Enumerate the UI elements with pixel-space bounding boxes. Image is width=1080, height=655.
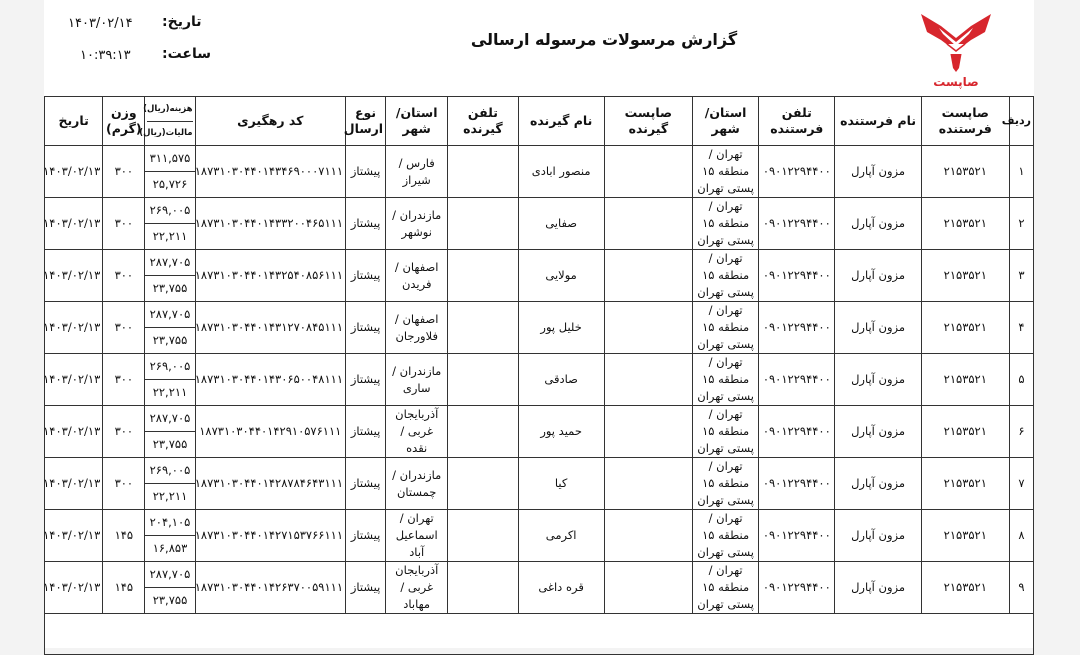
cell-sender-phone: ۰۹۰۱۲۲۹۴۴۰۰ xyxy=(759,302,835,354)
time-value: ۱۰:۳۹:۱۳ xyxy=(80,48,131,63)
cell-ship-date: ۱۴۰۳/۰۲/۱۳ xyxy=(45,250,103,302)
cell-sapost-sender: ۲۱۵۳۵۲۱ xyxy=(921,458,1009,510)
table-row xyxy=(45,302,1034,354)
cell-send-type: پیشتاز xyxy=(346,146,386,198)
cell-receiver-phone xyxy=(448,458,518,510)
cell-sapost-receiver xyxy=(604,250,692,302)
cell-send-type: پیشتاز xyxy=(346,354,386,406)
time-label: ساعت: xyxy=(162,46,212,62)
cell-sapost-sender: ۲۱۵۳۵۲۱ xyxy=(921,510,1009,562)
col-weight: وزن (گرم) xyxy=(103,97,145,146)
cell-receiver-name: صادقی xyxy=(518,354,604,406)
col-tracking: کد رهگیری xyxy=(195,97,345,146)
cell-cost: ۲۶۹,۰۰۵ xyxy=(145,354,194,380)
cell-receiver-province: اصفهان / فریدن xyxy=(386,250,448,302)
cell-sender-name: مزون آپارل xyxy=(835,510,921,562)
cell-sender-phone: ۰۹۰۱۲۲۹۴۴۰۰ xyxy=(759,562,835,614)
cell-cost-tax xyxy=(145,198,195,250)
cell-sapost-receiver xyxy=(604,406,692,458)
cell-tracking-code: ۱۸۷۳۱۰۳۰۴۴۰۱۴۲۸۷۸۴۶۴۳۱۱۱ xyxy=(195,458,345,510)
cell-weight: ۳۰۰ xyxy=(103,250,145,302)
cell-ship-date: ۱۴۰۳/۰۲/۱۳ xyxy=(45,510,103,562)
cell-sapost-sender: ۲۱۵۳۵۲۱ xyxy=(921,406,1009,458)
table-header-row xyxy=(45,97,1034,146)
cell-sapost-sender: ۲۱۵۳۵۲۱ xyxy=(921,562,1009,614)
cell-tracking-code: ۱۸۷۳۱۰۳۰۴۴۰۱۴۲۷۱۵۳۷۶۶۱۱۱ xyxy=(195,510,345,562)
cell-cost: ۲۸۷,۷۰۵ xyxy=(145,562,194,588)
cell-sender-phone: ۰۹۰۱۲۲۹۴۴۰۰ xyxy=(759,354,835,406)
table-row xyxy=(45,562,1034,614)
cell-sapost-sender: ۲۱۵۳۵۲۱ xyxy=(921,146,1009,198)
cell-send-type: پیشتاز xyxy=(346,198,386,250)
cell-sapost-receiver xyxy=(604,458,692,510)
cell-sapost-receiver xyxy=(604,562,692,614)
cell-row-number: ۶ xyxy=(1009,406,1033,458)
cell-sender-province: تهران / منطقه ۱۵ پستی تهران xyxy=(693,198,759,250)
table-row xyxy=(45,458,1034,510)
footer-box xyxy=(44,614,1034,655)
cell-sender-phone: ۰۹۰۱۲۲۹۴۴۰۰ xyxy=(759,406,835,458)
cell-cost-tax xyxy=(145,354,195,406)
cell-row-number: ۳ xyxy=(1009,250,1033,302)
cell-tax: ۲۳,۷۵۵ xyxy=(152,281,188,295)
col-sender-name: نام فرستنده xyxy=(835,97,921,146)
cell-tax: ۱۶,۸۵۳ xyxy=(152,541,188,555)
cell-sapost-receiver xyxy=(604,146,692,198)
cell-weight: ۳۰۰ xyxy=(103,146,145,198)
cell-receiver-phone xyxy=(448,250,518,302)
cell-tax: ۲۲,۲۱۱ xyxy=(152,229,188,243)
cell-weight: ۳۰۰ xyxy=(103,406,145,458)
col-row: ردیف xyxy=(1009,97,1033,146)
cell-ship-date: ۱۴۰۳/۰۲/۱۳ xyxy=(45,198,103,250)
page-title: گزارش مرسولات مرسوله ارسالی xyxy=(470,30,738,49)
date-value: ۱۴۰۳/۰۲/۱۴ xyxy=(68,16,133,31)
cell-ship-date: ۱۴۰۳/۰۲/۱۳ xyxy=(45,458,103,510)
svg-text:صاپست: صاپست xyxy=(933,75,979,89)
cell-receiver-phone xyxy=(448,406,518,458)
cell-sender-name: مزون آپارل xyxy=(835,458,921,510)
cell-tracking-code: ۱۸۷۳۱۰۳۰۴۴۰۱۴۳۱۲۷۰۸۴۵۱۱۱ xyxy=(195,302,345,354)
cell-sender-province: تهران / منطقه ۱۵ پستی تهران xyxy=(693,458,759,510)
cell-weight: ۳۰۰ xyxy=(103,354,145,406)
cell-tax: ۲۳,۷۵۵ xyxy=(152,333,188,347)
col-sapost-sender: صاپست فرستنده xyxy=(921,97,1009,146)
cell-receiver-name: صفایی xyxy=(518,198,604,250)
cell-row-number: ۱ xyxy=(1009,146,1033,198)
cell-sender-province: تهران / منطقه ۱۵ پستی تهران xyxy=(693,146,759,198)
cell-send-type: پیشتاز xyxy=(346,458,386,510)
cell-sender-province: تهران / منطقه ۱۵ پستی تهران xyxy=(693,354,759,406)
col-receiver-phone: تلفن گیرنده xyxy=(448,97,518,146)
cell-receiver-province: اصفهان / فلاورجان xyxy=(386,302,448,354)
cell-tracking-code: ۱۸۷۳۱۰۳۰۴۴۰۱۴۳۲۵۴۰۸۵۶۱۱۱ xyxy=(195,250,345,302)
cell-receiver-province: آذربایجان غربی / مهاباد xyxy=(386,562,448,614)
cell-cost: ۲۶۹,۰۰۵ xyxy=(145,198,194,224)
table-row xyxy=(45,250,1034,302)
cell-cost-tax xyxy=(145,146,195,198)
cell-receiver-province: مازندران / نوشهر xyxy=(386,198,448,250)
cell-tracking-code: ۱۸۷۳۱۰۳۰۴۴۰۱۴۳۰۶۵۰۰۴۸۱۱۱ xyxy=(195,354,345,406)
cell-sapost-receiver xyxy=(604,510,692,562)
cell-receiver-province: فارس / شیراز xyxy=(386,146,448,198)
cell-receiver-name: منصور ابادی xyxy=(518,146,604,198)
cell-sapost-sender: ۲۱۵۳۵۲۱ xyxy=(921,302,1009,354)
cell-sapost-receiver xyxy=(604,198,692,250)
cell-row-number: ۴ xyxy=(1009,302,1033,354)
cell-receiver-province: مازندران / ساری xyxy=(386,354,448,406)
cell-sender-phone: ۰۹۰۱۲۲۹۴۴۰۰ xyxy=(759,458,835,510)
cell-row-number: ۹ xyxy=(1009,562,1033,614)
cell-sapost-sender: ۲۱۵۳۵۲۱ xyxy=(921,250,1009,302)
cell-receiver-phone xyxy=(448,302,518,354)
cell-sender-phone: ۰۹۰۱۲۲۹۴۴۰۰ xyxy=(759,198,835,250)
cell-ship-date: ۱۴۰۳/۰۲/۱۳ xyxy=(45,562,103,614)
cell-row-number: ۵ xyxy=(1009,354,1033,406)
cell-ship-date: ۱۴۰۳/۰۲/۱۳ xyxy=(45,146,103,198)
table-row xyxy=(45,354,1034,406)
cell-row-number: ۲ xyxy=(1009,198,1033,250)
cell-cost: ۲۰۴,۱۰۵ xyxy=(145,510,194,536)
table-row xyxy=(45,406,1034,458)
table-row xyxy=(45,510,1034,562)
col-cost-tax xyxy=(139,97,195,146)
col-sender-phone: تلفن فرستنده xyxy=(759,97,835,146)
cell-receiver-province: تهران / اسماعیل آباد xyxy=(386,510,448,562)
cell-receiver-name: اکرمی xyxy=(518,510,604,562)
cell-row-number: ۸ xyxy=(1009,510,1033,562)
date-label: تاریخ: xyxy=(162,14,202,30)
cell-sender-province: تهران / منطقه ۱۵ پستی تهران xyxy=(693,250,759,302)
cell-receiver-name: قره داغی xyxy=(518,562,604,614)
report-page xyxy=(44,0,1034,648)
cell-tax: ۲۳,۷۵۵ xyxy=(152,593,188,607)
cell-send-type: پیشتاز xyxy=(346,250,386,302)
cell-sender-province: تهران / منطقه ۱۵ پستی تهران xyxy=(693,562,759,614)
cell-receiver-province: مازندران / چمستان xyxy=(386,458,448,510)
col-receiver-province: استان/ شهر xyxy=(386,97,448,146)
cell-cost: ۳۱۱,۵۷۵ xyxy=(145,146,194,172)
cell-sender-province: تهران / منطقه ۱۵ پستی تهران xyxy=(693,302,759,354)
cell-cost-tax xyxy=(145,302,195,354)
cell-sapost-receiver xyxy=(604,354,692,406)
cell-weight: ۱۴۵ xyxy=(103,562,145,614)
cell-send-type: پیشتاز xyxy=(346,510,386,562)
cell-sender-phone: ۰۹۰۱۲۲۹۴۴۰۰ xyxy=(759,146,835,198)
cell-sender-name: مزون آپارل xyxy=(835,146,921,198)
cell-tax: ۲۳,۷۵۵ xyxy=(152,437,188,451)
cell-send-type: پیشتاز xyxy=(346,302,386,354)
col-tax: مالیات(ریال) xyxy=(139,127,193,138)
cell-receiver-phone xyxy=(448,354,518,406)
cell-receiver-phone xyxy=(448,146,518,198)
cell-sender-name: مزون آپارل xyxy=(835,354,921,406)
cell-tracking-code: ۱۸۷۳۱۰۳۰۴۴۰۱۴۳۳۲۰۰۴۶۵۱۱۱ xyxy=(195,198,345,250)
col-sender-province: استان/ شهر xyxy=(693,97,759,146)
cell-weight: ۱۴۵ xyxy=(103,510,145,562)
cell-receiver-name: کیا xyxy=(518,458,604,510)
cell-sender-name: مزون آپارل xyxy=(835,562,921,614)
cell-tax: ۲۵,۷۲۶ xyxy=(152,177,188,191)
cell-sender-name: مزون آپارل xyxy=(835,250,921,302)
cell-send-type: پیشتاز xyxy=(346,406,386,458)
col-date: تاریخ xyxy=(45,97,103,146)
cell-ship-date: ۱۴۰۳/۰۲/۱۳ xyxy=(45,354,103,406)
cell-cost-tax xyxy=(145,406,195,458)
cell-cost: ۲۶۹,۰۰۵ xyxy=(145,458,194,484)
col-send-type: نوع ارسال xyxy=(346,97,386,146)
cell-receiver-phone xyxy=(448,510,518,562)
cell-weight: ۳۰۰ xyxy=(103,458,145,510)
cell-receiver-province: آذربایجان غربی / نقده xyxy=(386,406,448,458)
cell-sender-phone: ۰۹۰۱۲۲۹۴۴۰۰ xyxy=(759,510,835,562)
cell-cost-tax xyxy=(145,510,195,562)
cell-send-type: پیشتاز xyxy=(346,562,386,614)
cell-tracking-code: ۱۸۷۳۱۰۳۰۴۴۰۱۴۳۴۶۹۰۰۰۷۱۱۱ xyxy=(195,146,345,198)
cell-sapost-sender: ۲۱۵۳۵۲۱ xyxy=(921,354,1009,406)
cell-cost: ۲۸۷,۷۰۵ xyxy=(145,250,194,276)
table-row xyxy=(45,146,1034,198)
col-receiver-name: نام گیرنده xyxy=(518,97,604,146)
cell-sapost-receiver xyxy=(604,302,692,354)
cell-cost-tax xyxy=(145,458,195,510)
cell-receiver-name: خلیل پور xyxy=(518,302,604,354)
cell-sender-name: مزون آپارل xyxy=(835,302,921,354)
cell-cost-tax xyxy=(145,250,195,302)
col-cost: هزینه(ریال) xyxy=(147,98,192,122)
table-row xyxy=(45,198,1034,250)
cell-sender-province: تهران / منطقه ۱۵ پستی تهران xyxy=(693,406,759,458)
cell-weight: ۳۰۰ xyxy=(103,198,145,250)
cell-tax: ۲۲,۲۱۱ xyxy=(152,489,188,503)
cell-sender-province: تهران / منطقه ۱۵ پستی تهران xyxy=(693,510,759,562)
cell-tracking-code: ۱۸۷۳۱۰۳۰۴۴۰۱۴۲۶۳۷۰۰۵۹۱۱۱ xyxy=(195,562,345,614)
cell-sapost-sender: ۲۱۵۳۵۲۱ xyxy=(921,198,1009,250)
cell-receiver-phone xyxy=(448,198,518,250)
cell-cost: ۲۸۷,۷۰۵ xyxy=(145,302,194,328)
cell-receiver-name: مولایی xyxy=(518,250,604,302)
sapost-logo xyxy=(919,6,993,92)
cell-ship-date: ۱۴۰۳/۰۲/۱۳ xyxy=(45,406,103,458)
shipments-table xyxy=(44,96,1034,614)
cell-sender-phone: ۰۹۰۱۲۲۹۴۴۰۰ xyxy=(759,250,835,302)
cell-cost-tax xyxy=(145,562,195,614)
col-sapost-receiver: صاپست گیرنده xyxy=(604,97,692,146)
cell-row-number: ۷ xyxy=(1009,458,1033,510)
cell-tracking-code: ۱۸۷۳۱۰۳۰۴۴۰۱۴۲۹۱۰۵۷۶۱۱۱ xyxy=(195,406,345,458)
cell-cost: ۲۸۷,۷۰۵ xyxy=(145,406,194,432)
cell-tax: ۲۲,۲۱۱ xyxy=(152,385,188,399)
cell-receiver-phone xyxy=(448,562,518,614)
cell-sender-name: مزون آپارل xyxy=(835,406,921,458)
cell-ship-date: ۱۴۰۳/۰۲/۱۳ xyxy=(45,302,103,354)
cell-weight: ۳۰۰ xyxy=(103,302,145,354)
cell-receiver-name: حمید پور xyxy=(518,406,604,458)
cell-sender-name: مزون آپارل xyxy=(835,198,921,250)
